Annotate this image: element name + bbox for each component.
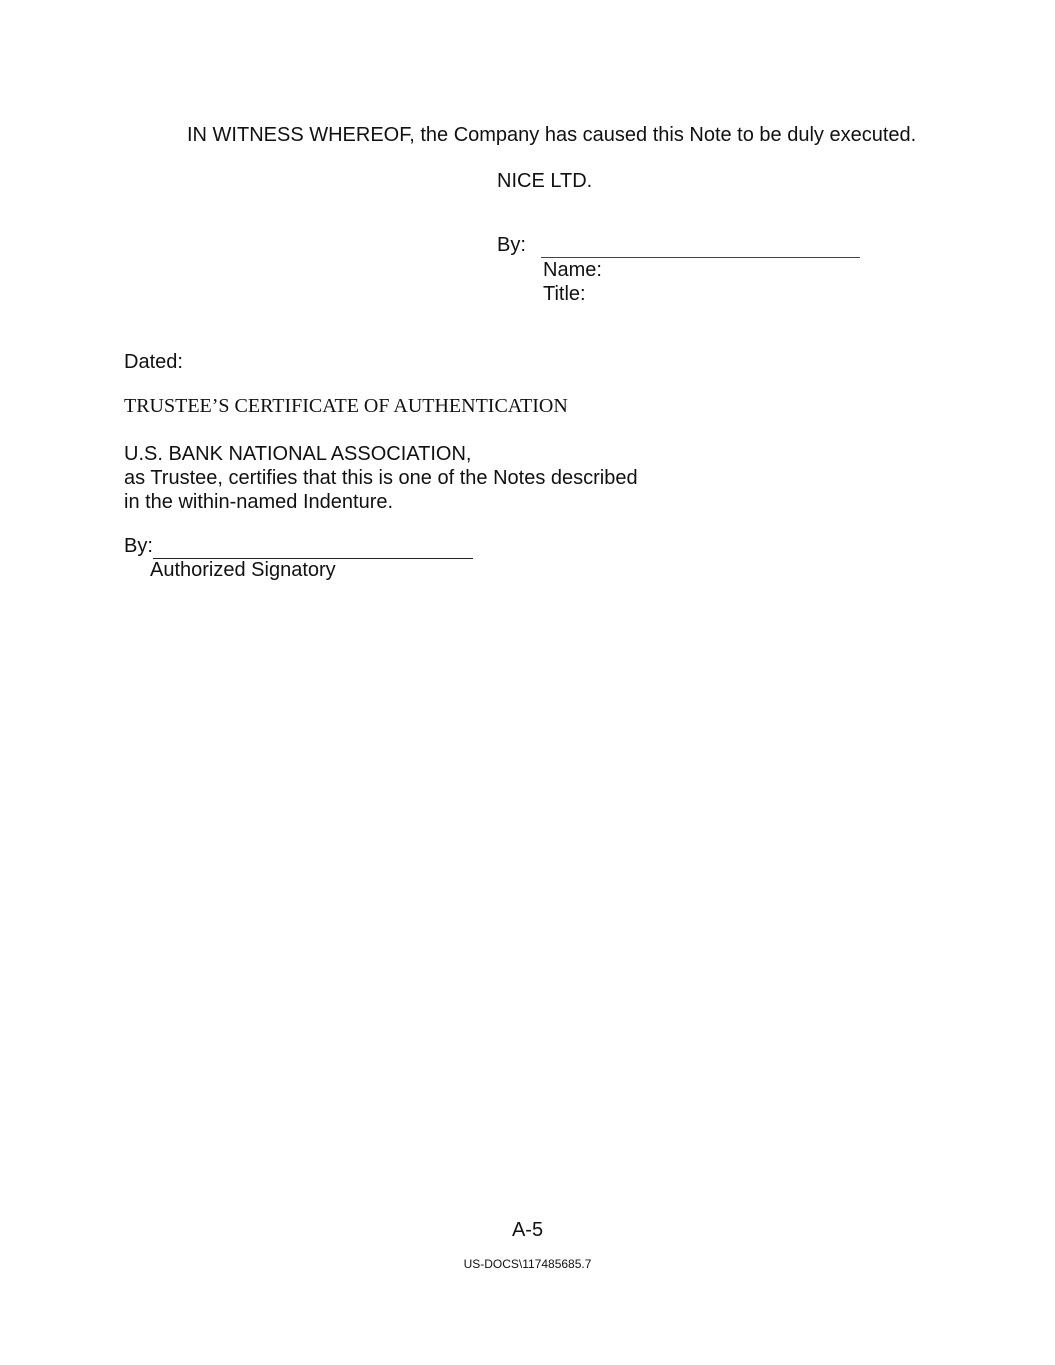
company-name: NICE LTD.: [497, 170, 593, 192]
certificate-text-line-1: as Trustee, certifies that this is one of the Notes described: [124, 467, 638, 489]
authorized-signatory-label: Authorized Signatory: [150, 559, 336, 581]
dated-label: Dated:: [124, 351, 183, 373]
document-id: US-DOCS\117485685.7: [463, 1257, 592, 1271]
page-number: A-5: [511, 1219, 544, 1241]
company-signature-title-label: Title:: [543, 283, 586, 305]
company-signature-name-label: Name:: [543, 259, 602, 281]
company-signature-by-label: By:: [497, 234, 526, 256]
certificate-text-line-2: in the within-named Indenture.: [124, 491, 394, 513]
certificate-heading: TRUSTEE’S CERTIFICATE OF AUTHENTICATION: [124, 395, 568, 417]
trustee-signature-row: [124, 535, 473, 559]
trustee-name: U.S. BANK NATIONAL ASSOCIATION,: [124, 443, 472, 465]
trustee-signature-line: [153, 535, 473, 559]
company-signature-line: [541, 257, 860, 258]
witness-clause: IN WITNESS WHEREOF, the Company has caused this Note to be duly executed.: [187, 124, 917, 146]
trustee-signature-by-label: By:: [124, 535, 153, 557]
